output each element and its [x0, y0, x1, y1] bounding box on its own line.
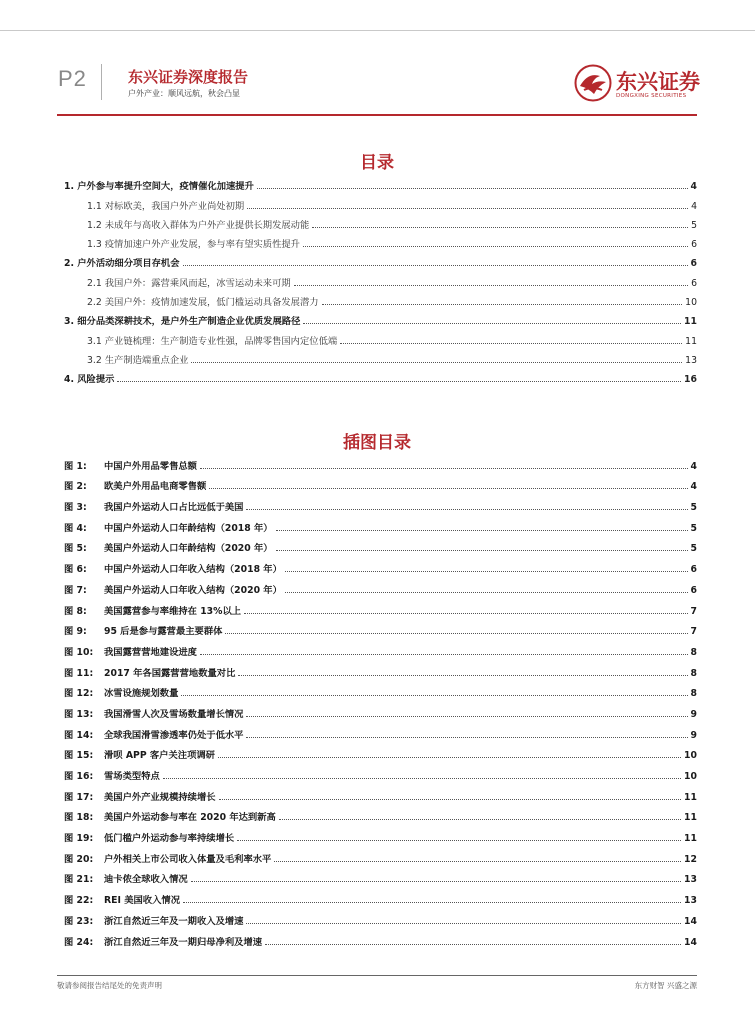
footer-slogan: 东方财智 兴盛之源: [634, 981, 697, 990]
figure-entry-page: 10: [684, 771, 697, 782]
figure-entry-label: 美国露营参与率维持在 13%以上: [104, 605, 242, 617]
report-title: 东兴证券深度报告: [128, 68, 249, 86]
figure-leader-dots: [183, 902, 681, 903]
figure-entry[interactable]: [57, 761, 697, 782]
toc-entry-label: 1.3 疫情加速户外产业发展，参与率有望实质性提升: [87, 239, 300, 251]
company-logo: [574, 62, 704, 106]
figure-entry-number: 图 24:: [64, 936, 94, 948]
toc-entry[interactable]: [57, 212, 697, 231]
figure-entry-number: 图 19:: [64, 833, 94, 845]
figure-entry[interactable]: [57, 844, 697, 865]
figure-entry-label: 我国户外运动人口占比远低于美国: [104, 502, 244, 514]
figure-entry[interactable]: [57, 906, 697, 927]
figure-leader-dots: [237, 840, 681, 841]
toc-leader-dots: [247, 208, 688, 209]
figure-entry-label: 95 后是参与露营最主要群体: [104, 626, 223, 638]
figure-leader-dots: [276, 550, 688, 551]
figure-entry-page: 12: [684, 853, 697, 865]
toc-entry[interactable]: [57, 308, 697, 327]
figure-leader-dots: [181, 695, 687, 696]
header-rule: [57, 114, 697, 116]
figure-entry-page: 13: [684, 874, 697, 886]
figure-entry-page: 6: [690, 584, 697, 596]
figure-entry-number: 图 5:: [64, 543, 87, 555]
logo-text: 东兴证券: [616, 70, 700, 94]
figure-leader-dots: [191, 881, 681, 882]
figure-entry[interactable]: [57, 492, 697, 513]
figure-entry-label: 滑呗 APP 客户关注项调研: [104, 750, 215, 762]
figure-entry[interactable]: [57, 865, 697, 886]
figure-entry-label: REI 美国收入情况: [104, 895, 180, 907]
figure-entry-number: 图 6:: [64, 564, 87, 576]
toc-entry[interactable]: [57, 366, 697, 385]
figure-entry-label: 低门槛户外运动参与率持续增长: [104, 833, 235, 845]
figure-index-list: [57, 451, 697, 948]
figure-entry-label: 中国户外运动人口年龄结构（2018 年）: [104, 522, 273, 534]
figure-entry-number: 图 16:: [64, 771, 94, 782]
toc-entry[interactable]: [57, 289, 697, 308]
toc-leader-dots: [294, 285, 688, 286]
figure-entry-page: 4: [690, 481, 697, 493]
toc-leader-dots: [340, 343, 682, 344]
toc-leader-dots: [322, 304, 683, 305]
figure-entry-page: 11: [684, 791, 697, 803]
figure-entry-label: 浙江自然近三年及一期收入及增速: [104, 915, 244, 927]
footer-disclaimer: 敬请参阅报告结尾处的免责声明: [57, 981, 162, 990]
figure-entry-label: 美国户外运动人口年龄结构（2020 年）: [104, 543, 273, 555]
figure-entry-label: 美国户外运动参与率在 2020 年达到新高: [104, 812, 276, 824]
toc-entry-label: 3. 细分品类深耕技术，是户外生产制造企业优质发展路径: [64, 316, 301, 328]
figure-entry[interactable]: [57, 575, 697, 596]
figure-entry-label: 2017 年各国露营营地数量对比: [104, 667, 236, 679]
figure-entry-label: 中国户外用品零售总额: [104, 460, 197, 472]
toc-entry-label: 4. 风险提示: [64, 374, 115, 386]
figure-entry-number: 图 13:: [64, 708, 94, 720]
toc-entry-page: 6: [690, 258, 697, 270]
figure-leader-dots: [218, 757, 681, 758]
figure-leader-dots: [238, 675, 687, 676]
figure-entry-label: 冰雪设施规划数量: [104, 688, 179, 700]
figure-entry-number: 图 23:: [64, 915, 94, 927]
figure-entry[interactable]: [57, 554, 697, 575]
toc-entry[interactable]: [57, 192, 697, 211]
figure-entry-number: 图 12:: [64, 688, 94, 700]
figure-entry-page: 9: [690, 708, 697, 720]
figure-entry-label: 全球我国滑雪渗透率仍处于低水平: [104, 729, 244, 741]
figure-leader-dots: [285, 592, 688, 593]
toc-entry-label: 3.1 产业链梳理：生产制造专业性强，品牌零售国内定位低端: [87, 335, 338, 347]
figure-entry-label: 美国户外运动人口年收入结构（2020 年）: [104, 584, 282, 596]
figure-leader-dots: [200, 654, 688, 655]
toc-entry-page: 11: [684, 316, 697, 328]
figure-entry-page: 8: [690, 646, 697, 658]
toc-leader-dots: [191, 362, 682, 363]
figure-entry-number: 图 1:: [64, 460, 87, 472]
figure-entry[interactable]: [57, 472, 697, 493]
figure-entry-page: 13: [684, 895, 697, 907]
figure-leader-dots: [246, 509, 687, 510]
figure-entry-number: 图 8:: [64, 605, 87, 617]
figure-leader-dots: [279, 819, 681, 820]
figure-entry[interactable]: [57, 679, 697, 700]
figure-entry-label: 欧美户外用品电商零售额: [104, 481, 207, 493]
figure-entry-page: 11: [684, 833, 697, 845]
toc-entry[interactable]: [57, 173, 697, 192]
figure-leader-dots: [225, 633, 687, 634]
figure-entry[interactable]: [57, 658, 697, 679]
toc-entry-page: 11: [685, 335, 697, 347]
figure-leader-dots: [274, 861, 681, 862]
figure-leader-dots: [163, 778, 681, 779]
toc-entry-label: 2.2 美国户外：疫情加速发展，低门槛运动具备发展潜力: [87, 297, 319, 309]
figure-entry-number: 图 17:: [64, 791, 94, 803]
toc-entry-page: 10: [685, 297, 697, 309]
figure-entry-label: 我国滑雪人次及雪场数量增长情况: [104, 708, 244, 720]
figure-entry-page: 5: [690, 543, 697, 555]
figure-entry-label: 雪场类型特点: [104, 771, 160, 782]
header-divider: [101, 64, 102, 100]
toc-entry-page: 4: [691, 200, 697, 212]
figure-entry-page: 5: [690, 522, 697, 534]
figure-leader-dots: [219, 799, 681, 800]
figure-entry[interactable]: [57, 927, 697, 948]
toc-entry-page: 4: [690, 181, 697, 193]
figure-leader-dots: [244, 613, 687, 614]
figure-entry-label: 我国露营营地建设进度: [104, 646, 197, 658]
figure-entry-page: 9: [690, 729, 697, 741]
figure-entry-number: 图 22:: [64, 895, 94, 907]
toc-entry[interactable]: [57, 327, 697, 346]
figure-entry-number: 图 11:: [64, 667, 94, 679]
page-number: P2: [58, 66, 87, 91]
toc-entry-page: 5: [691, 219, 697, 231]
figure-entry[interactable]: [57, 782, 697, 803]
toc-leader-dots: [312, 227, 688, 228]
figure-leader-dots: [246, 737, 687, 738]
figure-entry-page: 8: [690, 667, 697, 679]
figure-entry-page: 8: [690, 688, 697, 700]
toc-entry-page: 16: [684, 374, 697, 386]
figure-entry-page: 7: [690, 626, 697, 638]
toc-entry-page: 13: [685, 354, 697, 366]
toc-entry-label: 2.1 我国户外：露营乘风而起，冰雪运动未来可期: [87, 277, 291, 289]
figure-leader-dots: [265, 944, 681, 945]
figure-entry-page: 11: [684, 812, 697, 824]
figure-entry-label: 美国户外产业规模持续增长: [104, 791, 216, 803]
toc-leader-dots: [303, 323, 681, 324]
figure-entry-number: 图 7:: [64, 584, 87, 596]
figure-entry[interactable]: [57, 699, 697, 720]
toc-leader-dots: [183, 265, 688, 266]
figure-entry-number: 图 20:: [64, 853, 94, 865]
toc-entry[interactable]: [57, 250, 697, 269]
figure-entry-page: 14: [684, 915, 697, 927]
figure-entry-number: 图 2:: [64, 481, 87, 493]
figure-leader-dots: [246, 716, 687, 717]
toc-entry-page: 6: [691, 239, 697, 251]
figure-entry-page: 7: [690, 605, 697, 617]
figure-entry[interactable]: [57, 513, 697, 534]
figure-entry[interactable]: [57, 885, 697, 906]
figure-entry[interactable]: [57, 596, 697, 617]
toc-leader-dots: [303, 246, 688, 247]
figure-entry-number: 图 9:: [64, 626, 87, 638]
figure-entry-number: 图 21:: [64, 874, 94, 886]
report-subtitle: 户外产业：顺风远航，秋会凸显: [128, 89, 240, 98]
figure-entry[interactable]: [57, 617, 697, 638]
figure-entry[interactable]: [57, 823, 697, 844]
toc-leader-dots: [117, 381, 681, 382]
toc-title: 目录: [360, 153, 394, 173]
toc-entry-label: 2. 户外活动细分项目存机会: [64, 258, 180, 270]
toc-entry[interactable]: [57, 231, 697, 250]
figure-entry-page: 10: [684, 750, 697, 762]
toc-entry[interactable]: [57, 269, 697, 288]
figure-entry-label: 户外相关上市公司收入体量及毛利率水平: [104, 853, 272, 865]
figure-entry-number: 图 14:: [64, 729, 94, 741]
figure-index-title: 插图目录: [343, 433, 411, 453]
figure-entry-label: 迪卡侬全球收入情况: [104, 874, 188, 886]
figure-entry[interactable]: [57, 637, 697, 658]
toc-leader-dots: [257, 188, 688, 189]
logo-english-text: DONGXING SECURITIES: [616, 93, 687, 99]
logo-mark-icon: [574, 64, 612, 102]
figure-entry-label: 浙江自然近三年及一期归母净利及增速: [104, 936, 263, 948]
toc-entry-page: 6: [691, 277, 697, 289]
figure-leader-dots: [285, 571, 688, 572]
figure-entry-page: 6: [690, 564, 697, 576]
figure-entry-number: 图 3:: [64, 502, 87, 514]
figure-entry[interactable]: [57, 451, 697, 472]
top-rule: [0, 30, 755, 31]
figure-entry-number: 图 18:: [64, 812, 94, 824]
figure-leader-dots: [200, 468, 688, 469]
figure-entry[interactable]: [57, 534, 697, 555]
toc-entry-label: 1.1 对标欧美，我国户外产业尚处初期: [87, 200, 245, 212]
figure-leader-dots: [276, 530, 688, 531]
figure-entry-label: 中国户外运动人口年收入结构（2018 年）: [104, 564, 282, 576]
toc-entry-label: 1.2 未成年与高收入群体为户外产业提供长期发展动能: [87, 219, 310, 231]
toc-list: [57, 173, 697, 385]
page-header: [0, 58, 755, 118]
figure-entry[interactable]: [57, 720, 697, 741]
toc-entry-label: 1. 户外参与率提升空间大，疫情催化加速提升: [64, 181, 254, 193]
figure-entry-page: 5: [690, 502, 697, 514]
figure-entry-page: 14: [684, 936, 697, 948]
figure-leader-dots: [209, 488, 687, 489]
figure-leader-dots: [246, 923, 681, 924]
figure-entry-page: 4: [690, 460, 697, 472]
figure-entry-number: 图 15:: [64, 750, 94, 762]
toc-entry[interactable]: [57, 347, 697, 366]
toc-entry-label: 3.2 生产制造端重点企业: [87, 354, 189, 366]
footer-rule: [57, 975, 697, 976]
figure-entry[interactable]: [57, 803, 697, 824]
figure-entry-number: 图 10:: [64, 646, 94, 658]
figure-entry[interactable]: [57, 741, 697, 762]
figure-entry-number: 图 4:: [64, 522, 87, 534]
